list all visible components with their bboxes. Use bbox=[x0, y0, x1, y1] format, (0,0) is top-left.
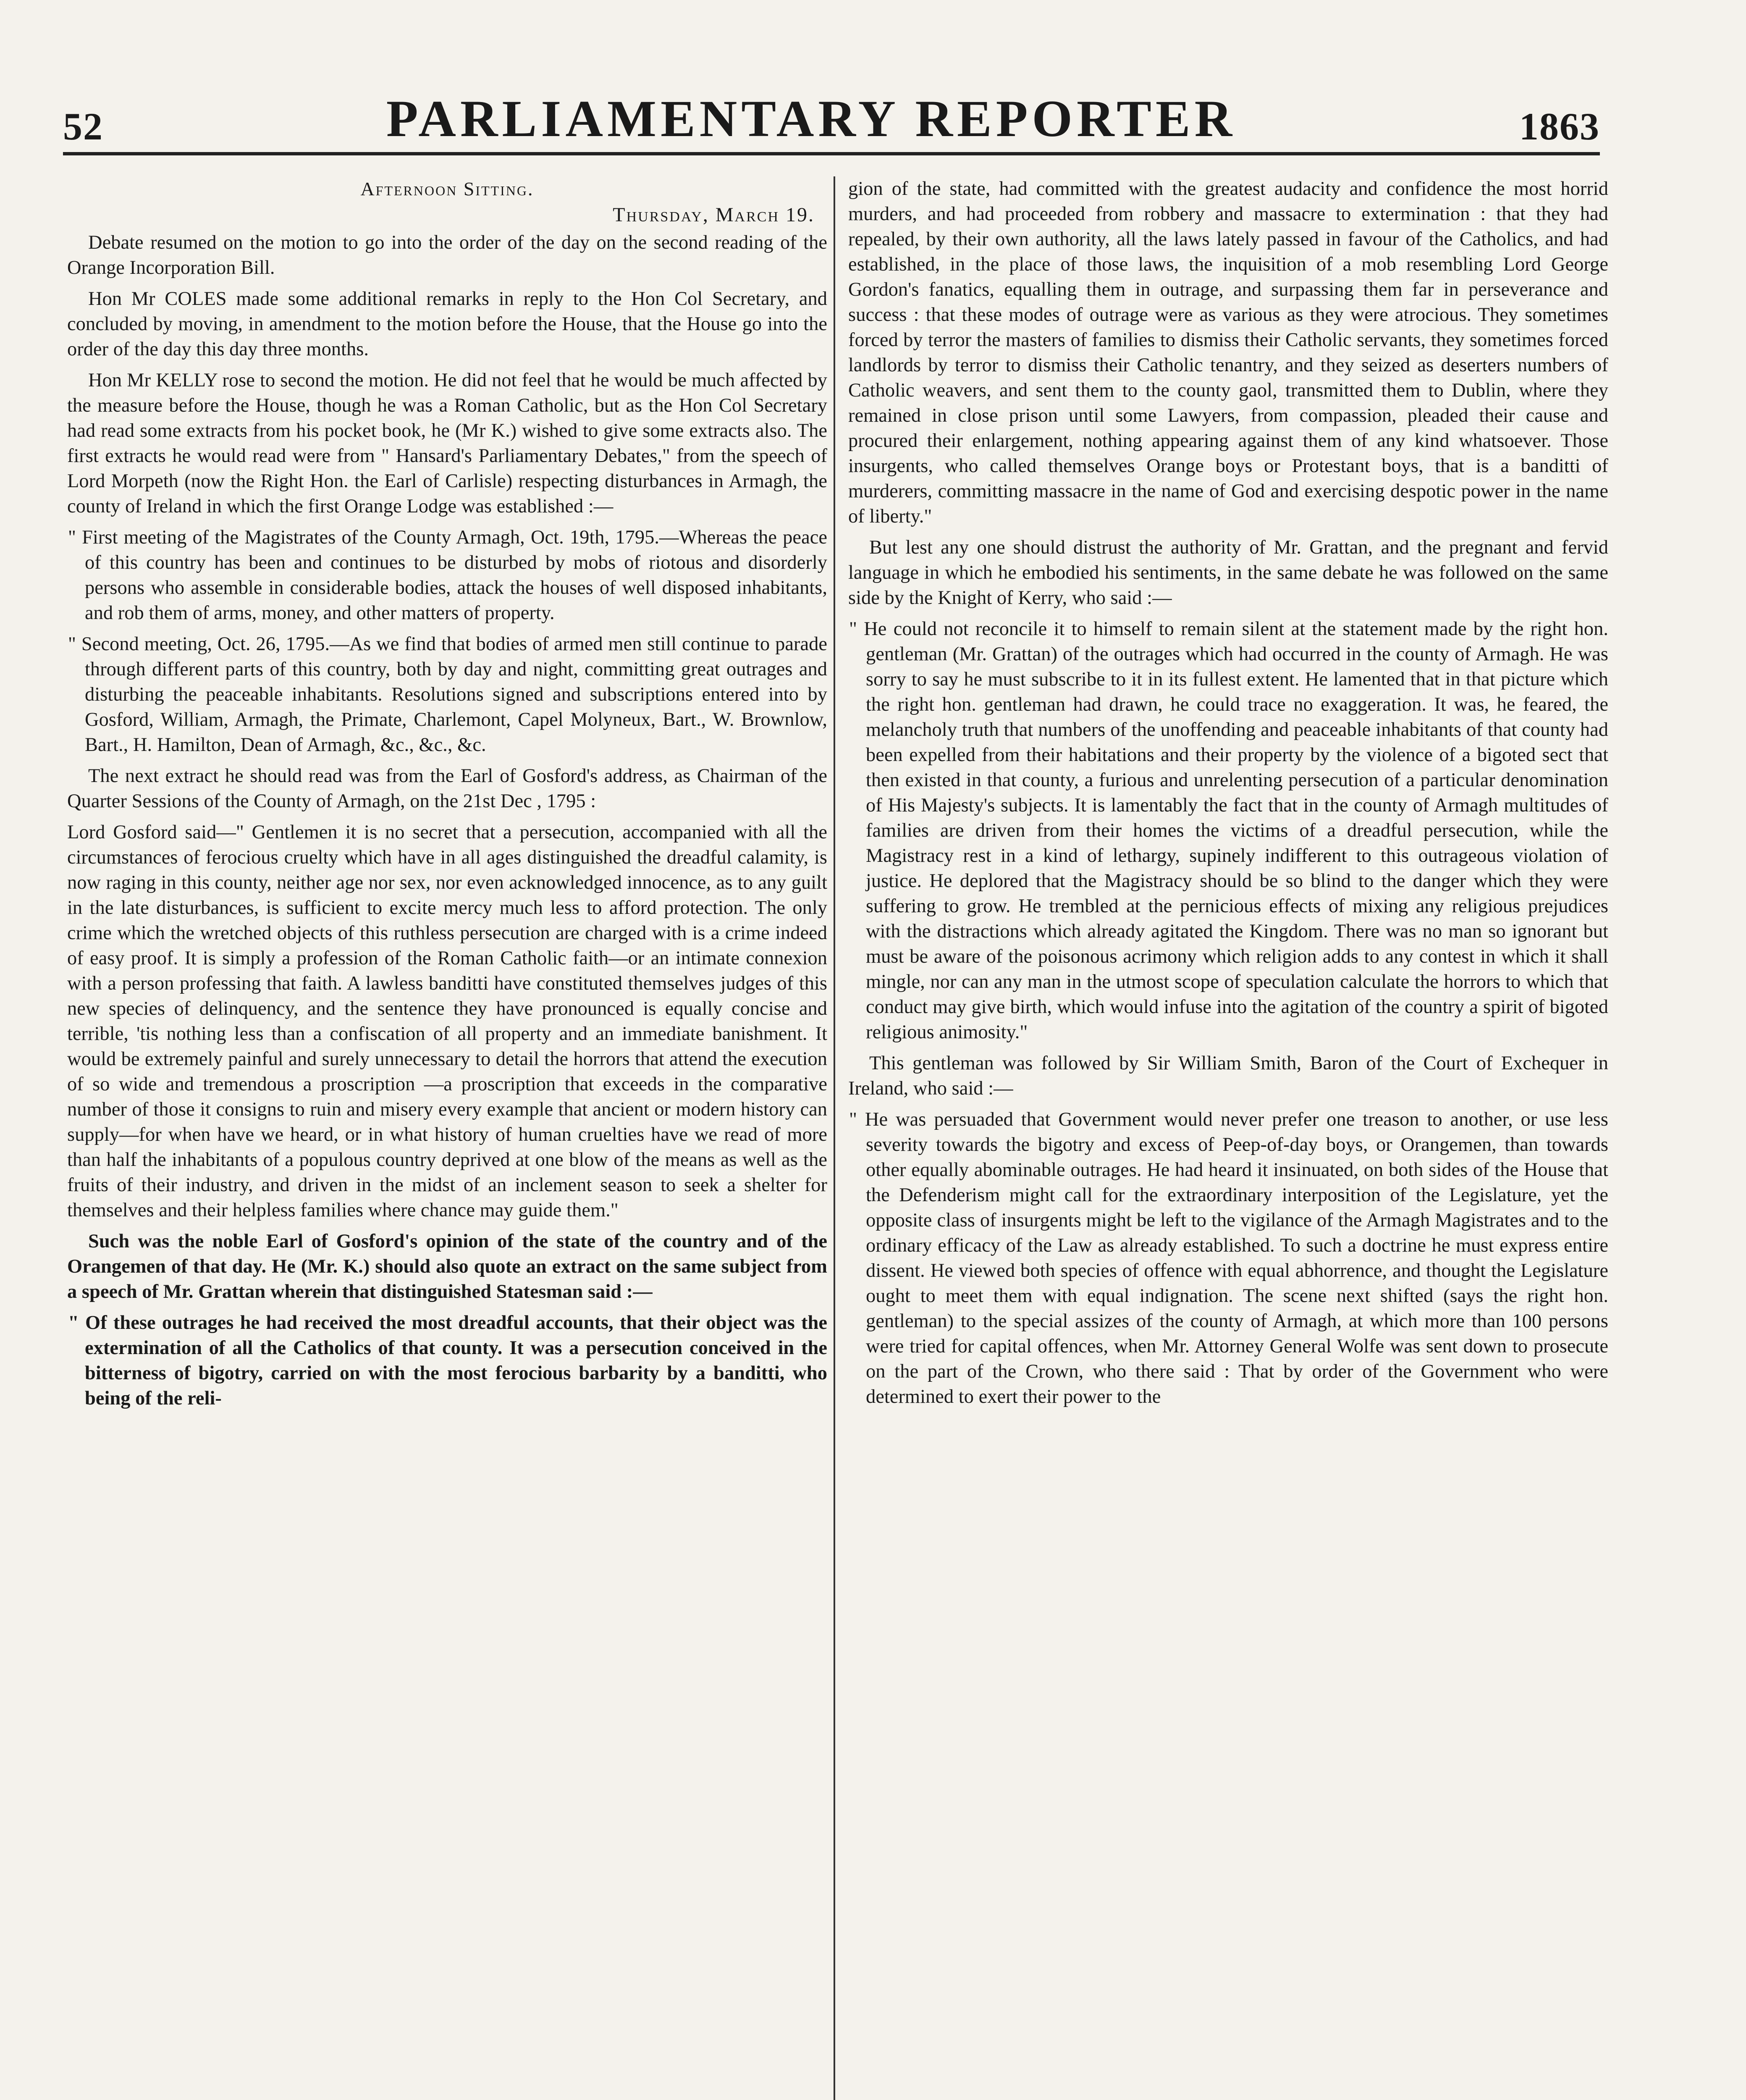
column-divider bbox=[834, 176, 835, 2100]
publication-title: PARLIAMENTARY REPORTER bbox=[386, 90, 1237, 147]
sitting-heading: Afternoon Sitting. bbox=[360, 178, 534, 200]
quote-paragraph: " Of these outrages he had received the most dreadful accounts, that their object was the extermination of all the Catholics of that county. It was a persecution conceived in the bitterness of bigotry, carried on with the most ferocious barbarity by a banditti, who being of the reli- bbox=[68, 1312, 827, 1409]
quote-paragraph: " He could not reconcile it to himself to remain silent at the statement made by the right hon. gentleman (Mr. Grattan) of the outrages which had occurred in the county of Armagh. He was sorry to say he must subscribe to it in its fullest extent. He lamented that in that picture which the right hon. gentleman had drawn, he could trace no exaggeration. It was, he feared, the melancholy truth that numbers of the unoffending and peaceable inhabitants of that county had been expelled from their habitations and their property by the violence of a bigoted sect that then existed in that county, a furious and unrelenting persecution of a particular denomination of His Majesty's subjects. It is lamentably the fact that in the county of Armagh multitudes of families are driven from their homes the victims of a dreadful persecution, while the Magistracy rest in a kind of lethargy, supinely indifferent to this outrageous violation of justice. He deplored that the Magistracy should be so blind to the danger which they were suffering to grow. He trembled at the pernicious effects of mixing any religious prejudices with the distractions which already agitated the Kingdom. There was no man so ignorant but must be aware of the poisonous acrimony which religion adds to any contest in which it shall mingle, nor can any man in the utmost scope of speculation calculate the horrors to which that conduct may give birth, which would infuse into the agitation of the country a spirit of bigoted religious animosity." bbox=[849, 618, 1608, 1043]
paragraph: This gentleman was followed by Sir William Smith, Baron of the Court of Exchequer in Ireland, who said :— bbox=[848, 1053, 1608, 1099]
paragraph: The next extract he should read was from the Earl of Gosford's address, as Chairman of the Quarter Sessions of the County of Armagh, on the 21st Dec , 1795 : bbox=[67, 765, 827, 812]
paragraph: Debate resumed on the motion to go into the order of the day on the second reading of the Orange Incorporation Bill. bbox=[67, 232, 827, 278]
quote-paragraph: " First meeting of the Magistrates of the County Armagh, Oct. 19th, 1795.—Whereas the peace of this country has been and continues to be disturbed by mobs of riotous and disorderly persons who assemble in considerable bodies, attack the houses of well disposed inhabitants, and rob them of arms, money, and other matters of property. bbox=[68, 527, 827, 624]
page-year: 1863 bbox=[1519, 105, 1600, 148]
paragraph: Such was the noble Earl of Gosford's opinion of the state of the country and of the Orangemen of that day. He (Mr. K.) should also quote an extract on the same subject from a speech of Mr. Grattan wherein that distinguished Statesman said :— bbox=[67, 1231, 827, 1302]
quote-paragraph: " Second meeting, Oct. 26, 1795.—As we find that bodies of armed men still continue to parade through different parts of this country, both by day and night, committing great outrages and disturbing the peaceable inhabitants. Resolutions signed and subscriptions entered into by Gosford, William, Armagh, the Primate, Charlemont, Capel Molyneux, Bart., W. Brownlow, Bart., H. Hamilton, Dean of Armagh, &c., &c., &c. bbox=[68, 633, 827, 756]
page-number: 52 bbox=[63, 105, 103, 148]
page-header bbox=[63, 84, 1600, 155]
paragraph: Hon Mr KELLY rose to second the motion. He did not feel that he would be much affected by the measure before the House, though he was a Roman Catholic, but as the Hon Col Secretary had read some extracts from his pocket book, he (Mr K.) wished to give some extracts also. The first extracts he would read were from " Hansard's Parliamentary Debates," from the speech of Lord Morpeth (now the Right Hon. the Earl of Carlisle) respecting disturbances in Armagh, the county of Ireland in which the first Orange Lodge was established :— bbox=[67, 370, 827, 517]
right-column bbox=[848, 176, 1608, 2100]
quote-paragraph: " He was persuaded that Government would never prefer one treason to another, or use less severity towards the bigotry and excess of Peep-of-day boys, or Orangemen, than towards other equally abominable outrages. He had heard it insinuated, on both sides of the House that the Defenderism might call for the extraordinary interposition of the Legislature, yet the opposite class of insurgents might be left to the vigilance of the Armagh Magistrates and to the ordinary efficacy of the Law as already established. To such a doctrine he must express entire dissent. He viewed both species of offence with equal abhorrence, and thought the Legislature ought to meet them with equal indignation. The scene next shifted (says the right hon. gentleman) to the special assizes of the county of Armagh, at which more than 100 persons were tried for capital offences, when Mr. Attorney General Wolfe was sent down to prosecute on the part of the Crown, who there said : That by order of the Government who were determined to exert their power to the bbox=[849, 1109, 1608, 1407]
paragraph: Hon Mr COLES made some additional remarks in reply to the Hon Col Secretary, and concluded by moving, in amendment to the motion before the House, that the House go into the order of the day this day three months. bbox=[67, 288, 827, 360]
paragraph: Lord Gosford said—" Gentlemen it is no secret that a persecution, accompanied with all the circumstances of ferocious cruelty which have in all ages distinguished the dreadful calamity, is now raging in this county, neither age nor sex, nor even acknowledged innocence, as to any guilt in the late disturbances, is sufficient to excite mercy much less to afford protection. The only crime which the wretched objects of this ruthless persecution are charged with is a crime indeed of easy proof. It is simply a profession of the Roman Catholic faith—or an intimate connexion with a person professing that faith. A lawless banditti have constituted themselves judges of this new species of delinquency, and the sentence they have pronounced is equally concise and terrible, 'tis nothing less than a confiscation of all property and an immediate banishment. It would be extremely painful and surely unnecessary to detail the horrors that attend the execution of so wide and tremendous a proscription —a proscription that exceeds in the comparative number of those it consigns to ruin and misery every example that ancient or modern history can supply—for when have we heard, or in what history of human cruelties have we read of more than half the inhabitants of a populous country deprived at one blow of the means as well as the fruits of their industry, and driven in the midst of an inclement season to seek a shelter for themselves and their helpless families where chance may guide them." bbox=[67, 822, 827, 1221]
sitting-date: Thursday, March 19. bbox=[613, 204, 815, 226]
continued-paragraph: gion of the state, had committed with the greatest audacity and confidence the most horrid murders, and had proceeded from robbery and massacre to extermination : that they had repealed, by their own authority, all the laws lately passed in favour of the Catholics, and had established, in the place of those laws, the inquisition of a mob resembling Lord George Gordon's fanatics, equalling them in outrage, and surpassing them far in perseverance and success : that these modes of outrage were as various as they were atrocious. They sometimes forced by terror the masters of families to dismiss their Catholic servants, they sometimes forced landlords by terror to dismiss their Catholic tenantry, and they seized as deserters numbers of Catholic weavers, and sent them to the county gaol, transmitted them to Dublin, where they remained in close prison until some Lawyers, from compassion, pleaded their cause and procured their enlargement, nothing appearing against them of any kind whatsoever. Those insurgents, who called themselves Orange boys or Protestant boys, that is a banditti of murderers, committing massacre in the name of God and exercising despotic power in the name of liberty." bbox=[848, 178, 1608, 527]
paragraph: But lest any one should distrust the authority of Mr. Grattan, and the pregnant and fervid language in which he embodied his sentiments, in the same debate he was followed on the same side by the Knight of Kerry, who said :— bbox=[848, 537, 1608, 609]
left-column bbox=[67, 176, 827, 2100]
